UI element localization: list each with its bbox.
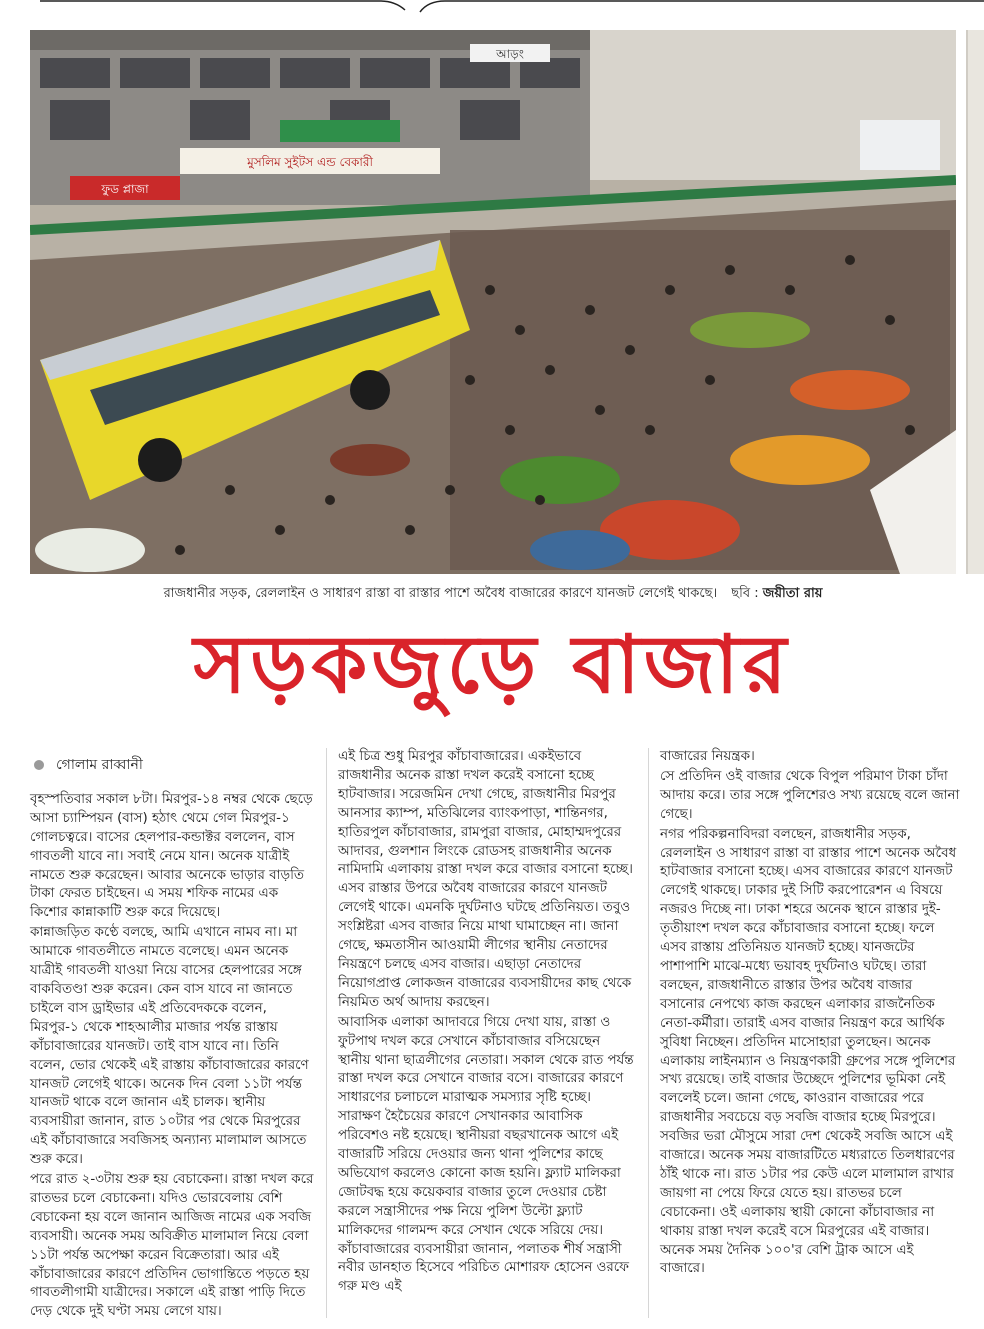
paragraph: এই চিত্র শুধু মিরপুর কাঁচাবাজারের। একইভাবে রাজধানীর অনেক রাস্তা দখল করেই বসানো হচ্ছে হাটবাজার। সরেজমিন দেখা গেছে, রাজধানীর মিরপুর আনসার ক্যাম্প, মতিঝিলের ব্যাংকপাড়া, শান্তিনগর, হাতিরপুল কাঁচাবাজার, রামপুরা বাজার, মোহাম্মদপুরের আদাবর, গুলশান লিংকে রোডসহ রাজধানীর অনেক নামিদামি এলাকায় রাস্তা দখল করে বাজার বসানো হচ্ছে। এসব রাস্তার উপরে অবৈধ বাজারের কারণে যানজট লেগেই থাকে। এমনকি দুর্ঘটনাও ঘটছে প্রতিনিয়ত। তবুও সংশ্লিষ্টরা এসব বাজার নিয়ে মাথা ঘামাচ্ছেন না। জানা গেছে, ক্ষমতাসীন আওয়ামী লীগের স্থানীয় নেতাদের নিয়ন্ত্রণে চলছে এসব বাজার। এছাড়া নেতাদের নিয়োগপ্রাপ্ত লোকজন বাজারের ব্যবসায়ীদের কাছ থেকে নিয়মিত অর্থ আদায় করছেন। [338, 749, 633, 1010]
paragraph: বৃহস্পতিবার সকাল ৮টা। মিরপুর-১৪ নম্বর থেকে ছেড়ে আসা চ্যাম্পিয়ন (বাস) হঠাৎ থেমে গেল মিরপুর-১ গোলচত্বরে। বাসের হেলপার-কন্ডাক্টর বললেন, বাস গাবতলী যাবে না। সবাই নেমে যান। অনেক যাত্রীই নামতে শুরু করেছেন। আবার অনেকে ভাড়ার বাড়তি টাকা ফেরত চাইছেন। এ সময় শফিক নামের এক কিশোর কান্নাকাটি শুরু করে দিয়েছে। [30, 791, 313, 921]
adjacent-column-edge [966, 30, 984, 574]
top-border-ornament [0, 0, 984, 14]
paragraph: সে প্রতিদিন ওই বাজার থেকে বিপুল পরিমাণ টাকা চাঁদা আদায় করে। তার সঙ্গে পুলিশেরও সখ্য রয়েছে বলে জানা গেছে। [660, 768, 960, 822]
article-column-2 [338, 748, 634, 1298]
bullet-icon [34, 760, 44, 770]
paragraph: বাজারের নিয়ন্ত্রক। [660, 749, 755, 764]
photo-caption [30, 584, 956, 605]
paragraph: কান্নাজড়িত কণ্ঠে বলছে, আমি এখানে নামব না। মা আমাকে গাবতলীতে নামতে বলেছে। এমন অনেক যাত্রীই গাবতলী যাওয়া নিয়ে বাসের হেলপারের সঙ্গে বাকবিতণ্ডা শুরু করেন। কেন বাস যাবে না জানতে চাইলে বাস ড্রাইভার এই প্রতিবেদককে বলেন, মিরপুর-১ থেকে শাহআলীর মাজার পর্যন্ত রাস্তায় কাঁচাবাজারের যানজট। তাই বাস যাবে না। তিনি বলেন, ভোর থেকেই এই রাস্তায় কাঁচাবাজারের কারণে যানজট লেগেই থাকে। অনেক দিন বেলা ১১টা পর্যন্ত যানজট থাকে বলে জানান এই চালক। স্থানীয় ব্যবসায়ীরা জানান, রাত ১০টার পর থেকে মিরপুরের এই কাঁচাবাজারে সবজিসহ অন্যান্য মালামাল আসতে শুরু করে। [30, 925, 309, 1168]
market-photo [30, 30, 956, 574]
caption-text: রাজধানীর সড়ক, রেললাইন ও সাধারণ রাস্তা বা রাস্তার পাশে অবৈধ বাজারের কারণে যানজট লেগেই থাকছে। [163, 586, 718, 601]
photo-credit-name: জয়ীতা রায় [762, 586, 823, 601]
article-headline: সড়কজুড়ে বাজার [193, 618, 791, 711]
author-name: গোলাম রাব্বানী [56, 757, 143, 773]
byline [30, 756, 315, 775]
column-divider [326, 748, 327, 1318]
article-column-1 [30, 748, 315, 1323]
article-column-3 [660, 748, 960, 1280]
column-divider [648, 748, 649, 1318]
paragraph: পরে রাত ২-৩টায় শুরু হয় বেচাকেনা। রাস্তা দখল করে রাতভর চলে বেচাকেনা। যদিও ভোরবেলায় বেশি বেচাকেনা হয় বলে জানান আজিজ নামের এক সবজি ব্যবসায়ী। অনেক সময় অবিক্রীত মালামাল নিয়ে বেলা ১১টা পর্যন্ত অপেক্ষা করেন বিক্রেতারা। আর এই কাঁচাবাজারের কারণে প্রতিদিন ভোগান্তিতে পড়তে হয় গাবতলীগামী যাত্রীদের। সকালে এই রাস্তা পাড়ি দিতে দেড় থেকে দুই ঘণ্টা সময় লেগে যায়। [30, 1172, 314, 1320]
photo-credit-label: ছবি : [731, 586, 759, 601]
sign-sweets: মুসলিম সুইটস এন্ড বেকারী [247, 155, 373, 169]
paragraph: আবাসিক এলাকা আদাবরে গিয়ে দেখা যায়, রাস্তা ও ফুটপাথ দখল করে সেখানে কাঁচাবাজার বসিয়েছেন স্থানীয় থানা ছাত্রলীগের নেতারা। সকাল থেকে রাত পর্যন্ত রাস্তা দখল করে সেখানে বাজার বসে। বাজারের কারণে সাধারণের চলাচলে মারাত্মক সমস্যার সৃষ্টি হচ্ছে। সারাক্ষণ হৈচৈয়ের কারণে সেখানকার আবাসিক পরিবেশও নষ্ট হয়েছে। স্থানীয়রা বছরখানেক আগে এই বাজারটি সরিয়ে দেওয়ার জন্য থানা পুলিশের কাছে অভিযোগ করলেও কোনো কাজ হয়নি। ফ্ল্যাট মালিকরা জোটবদ্ধ হয়ে কয়েকবার বাজার তুলে দেওয়ার চেষ্টা করলে সন্ত্রাসীদের পক্ষ নিয়ে পুলিশ উল্টো ফ্ল্যাট মালিকদের গালমন্দ করে সেখান থেকে সরিয়ে দেয়। কাঁচাবাজারের ব্যবসায়ীরা জানান, পলাতক শীর্ষ সন্ত্রাসী নবীর ডানহাত হিসেবে পরিচিত মোশারফ হোসেন ওরফে গরু মণ্ড এই [338, 1014, 634, 1295]
sign-food-plaza: ফুড প্লাজা [101, 182, 149, 196]
paragraph: নগর পরিকল্পনাবিদরা বলছেন, রাজধানীর সড়ক, রেললাইন ও সাধারণ রাস্তা বা রাস্তার পাশে অনেক অবৈধ হাটবাজার বসানো হচ্ছে। এসব বাজারের কারণে যানজট লেগেই থাকছে। ঢাকার দুই সিটি করপোরেশন এ বিষয়ে নজরও দিচ্ছে না। ঢাকা শহরে অনেক স্থানে রাস্তার দুই-তৃতীয়াংশ দখল করে কাঁচাবাজার বসানো হচ্ছে। ফলে এসব রাস্তায় প্রতিনিয়ত যানজট হচ্ছে। যানজটের পাশাপাশি মাঝে-মধ্যে ভয়াবহ দুর্ঘটনাও ঘটছে। তারা বলছেন, রাজধানীতে রাস্তার উপর অবৈধ বাজার বসানোর নেপথ্যে কাজ করছেন এলাকার রাজনৈতিক নেতা-কর্মীরা। তারাই এসব বাজার নিয়ন্ত্রণ করে আর্থিক সুবিধা নিচ্ছেন। প্রতিদিন মাসোহারা তুলছেন। অনেক এলাকায় লাইনম্যান ও নিয়ন্ত্রণকারী গ্রুপের সঙ্গে পুলিশের সখ্য রয়েছে। তাই বাজার উচ্ছেদে পুলিশের ভূমিকা নেই বললেই চলে। জানা গেছে, কাওরান বাজারের পরে রাজধানীর সবচেয়ে বড় সবজি বাজার হচ্ছে মিরপুরে। সবজির ভরা মৌসুমে সারা দেশ থেকেই সবজি আসে এই বাজারে। অনেক সময় বাজারটিতে মধ্যরাতে তিলধারণের ঠাঁই থাকে না। রাত ১টার পর কেউ এলে মালামাল রাখার জায়গা না পেয়ে ফিরে যেতে হয়। রাতভর চলে বেচাকেনা। ওই এলাকায় স্থায়ী কোনো কাঁচাবাজার না থাকায় রাস্তা দখল করেই বসে মিরপুরের এই বাজার। অনেক সময় দৈনিক ১০০'র বেশি ট্রাক আসে এই বাজারে। [660, 826, 957, 1277]
sign-arong: আড়ং [496, 47, 524, 61]
